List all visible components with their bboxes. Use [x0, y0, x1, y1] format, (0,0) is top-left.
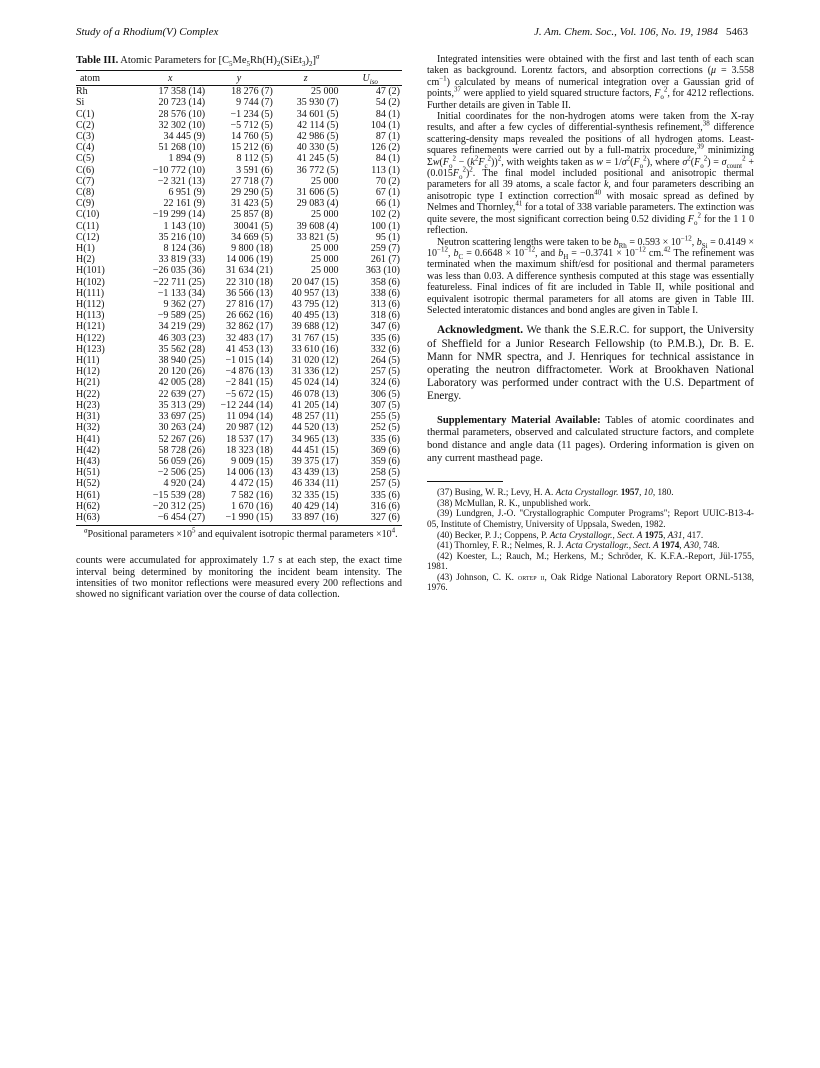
- table-body: [76, 86, 402, 526]
- table-row: [76, 153, 402, 164]
- cell-atom: H(12): [76, 366, 100, 378]
- cell-z: 29 083 (4): [296, 198, 339, 210]
- cell-z: 33 821 (5): [296, 231, 339, 243]
- cell-x: 52 267 (26): [158, 433, 206, 445]
- cell-z: 39 688 (12): [291, 321, 339, 333]
- cell-uiso: 324 (6): [370, 377, 400, 389]
- cell-uiso: 257 (5): [370, 366, 400, 378]
- cell-z: 46 334 (11): [292, 478, 339, 490]
- cell-uiso: 95 (1): [375, 231, 400, 243]
- acknowledgment: [427, 324, 754, 403]
- table-row: [76, 355, 402, 366]
- cell-y: −4 876 (13): [225, 366, 273, 378]
- cell-uiso: 66 (1): [375, 198, 400, 210]
- cell-z: 25 000: [310, 254, 339, 266]
- supplementary-material: [427, 415, 754, 465]
- cell-y: 22 310 (18): [226, 276, 273, 288]
- cell-z: 40 495 (13): [291, 310, 339, 322]
- cell-y: −1 015 (14): [225, 355, 273, 367]
- table-row: [76, 501, 402, 512]
- cell-z: 20 047 (15): [291, 276, 339, 288]
- cell-uiso: 255 (5): [370, 411, 400, 423]
- cell-x: 20 120 (26): [158, 366, 206, 378]
- table-row: [76, 333, 402, 344]
- cell-uiso: 335 (6): [370, 332, 400, 344]
- cell-y: 29 290 (5): [231, 187, 273, 199]
- cell-uiso: 259 (7): [370, 243, 400, 255]
- cell-x: 51 268 (10): [158, 142, 206, 154]
- cell-y: 32 862 (17): [226, 321, 273, 333]
- cell-x: 34 219 (29): [158, 321, 206, 333]
- cell-atom: C(1): [76, 108, 95, 120]
- page-number: 5463: [726, 26, 748, 38]
- cell-z: 35 930 (7): [296, 97, 339, 109]
- cell-y: 7 582 (16): [231, 489, 273, 501]
- cell-atom: H(123): [76, 343, 105, 355]
- cell-x: −19 299 (14): [152, 209, 206, 221]
- cell-atom: H(22): [76, 388, 100, 400]
- cell-uiso: 318 (6): [370, 310, 400, 322]
- cell-uiso: 257 (5): [370, 478, 400, 490]
- cell-atom: H(122): [76, 332, 105, 344]
- cell-z: 44 451 (15): [291, 444, 339, 456]
- cell-atom: H(63): [76, 512, 135, 526]
- cell-x: 1 894 (9): [168, 153, 206, 165]
- cell-uiso: 335 (6): [370, 489, 400, 501]
- cell-atom: C(6): [76, 164, 95, 176]
- cell-uiso: 338 (6): [370, 287, 400, 299]
- cell-x: −15 539 (28): [152, 489, 206, 501]
- table-row: [76, 344, 402, 355]
- supplementary-heading: Supplementary Material Available:: [437, 414, 601, 426]
- table-row: [76, 120, 402, 131]
- table-row: [76, 198, 402, 209]
- cell-atom: H(121): [76, 321, 105, 333]
- cell-x: 4 920 (24): [163, 478, 206, 490]
- table-row: [76, 389, 402, 400]
- journal-citation: [534, 26, 748, 38]
- reference-43: (43) Johnson, C. K. ortep ii, Oak Ridge National Laboratory Report ORNL-5138, 1976.: [427, 571, 754, 593]
- cell-z: 31 336 (12): [291, 366, 339, 378]
- cell-z: 25 000: [310, 175, 339, 187]
- col-header-uiso: $U_{iso}$: [338, 71, 402, 86]
- cell-z: 34 601 (5): [296, 108, 339, 120]
- cell-x: 34 445 (9): [163, 131, 206, 143]
- cell-atom: H(52): [76, 478, 100, 490]
- cell-y: 41 453 (13): [226, 343, 273, 355]
- cell-y: 25 857 (8): [231, 209, 273, 221]
- cell-x: 1 143 (10): [163, 220, 206, 232]
- cell-atom: Rh: [76, 86, 88, 98]
- table-row: [76, 209, 402, 220]
- cell-atom: H(101): [76, 265, 105, 277]
- table-row: [76, 456, 402, 467]
- cell-uiso: 358 (6): [370, 276, 400, 288]
- cell-uiso: 347 (6): [370, 321, 400, 333]
- table-row: [76, 422, 402, 433]
- cell-y: 27 718 (7): [231, 175, 273, 187]
- cell-atom: C(4): [76, 142, 95, 154]
- cell-uiso: 47 (2): [375, 86, 400, 98]
- table-row: [76, 232, 402, 243]
- table-row: [76, 109, 402, 120]
- table-row: [76, 221, 402, 232]
- table-row: [76, 86, 402, 98]
- cell-atom: H(23): [76, 399, 100, 411]
- cell-atom: H(51): [76, 467, 100, 479]
- cell-x: −2 506 (25): [157, 467, 206, 479]
- cell-atom: C(5): [76, 153, 95, 165]
- cell-y: 18 537 (17): [226, 433, 273, 445]
- cell-x: 20 723 (14): [158, 97, 206, 109]
- cell-x: −2 321 (13): [157, 175, 206, 187]
- cell-x: 9 362 (27): [163, 299, 206, 311]
- cell-z: 42 114 (5): [297, 119, 339, 131]
- cell-y: −5 672 (15): [225, 388, 273, 400]
- cell-x: 22 161 (9): [163, 198, 206, 210]
- cell-uiso: 104 (1): [370, 119, 400, 131]
- cell-y: 30041 (5): [233, 220, 273, 232]
- table-row: [76, 445, 402, 456]
- cell-atom: H(31): [76, 411, 100, 423]
- cell-uiso: 113 (1): [371, 164, 400, 176]
- acknowledgment-body: We thank the S.E.R.C. for support, the University of Sheffield for a Junior Research Fellowship (to P.M.B.), Dr. B. E. Mann for NMR spectra, and J. Henriques for technical assistance in operating the neutron diffractometer. Work at Brookhaven National Laboratory was performed under contract with the U.S. Department of Energy.: [427, 324, 754, 403]
- col-header-z: z: [273, 71, 339, 86]
- cell-uiso: 70 (2): [375, 175, 400, 187]
- cell-atom: H(1): [76, 243, 95, 255]
- cell-y: 20 987 (12): [226, 422, 273, 434]
- table-row: [76, 142, 402, 153]
- cell-uiso: 100 (1): [370, 220, 400, 232]
- cell-atom: C(10): [76, 209, 100, 221]
- cell-y: 1 670 (16): [231, 500, 273, 512]
- acknowledgment-heading: Acknowledgment.: [437, 324, 524, 337]
- cell-x: 58 728 (26): [158, 444, 206, 456]
- cell-z: 25 000: [310, 243, 339, 255]
- cell-z: 44 520 (13): [291, 422, 339, 434]
- cell-y: 26 662 (16): [226, 310, 273, 322]
- cell-y: 9 744 (7): [236, 97, 273, 109]
- cell-atom: H(102): [76, 276, 105, 288]
- table-label: Table III.: [76, 55, 119, 66]
- col-header-y: y: [205, 71, 273, 86]
- reference-38: (38) McMullan, R. K., unpublished work.: [437, 497, 591, 508]
- cell-atom: H(43): [76, 455, 100, 467]
- cell-x: 33 697 (25): [158, 411, 206, 423]
- cell-y: 14 006 (19): [226, 254, 273, 266]
- left-column: [76, 54, 402, 601]
- cell-z: 31 606 (5): [296, 187, 339, 199]
- running-title: Study of a Rhodium(V) Complex: [76, 26, 219, 38]
- reference-40: (40) Becker, P. J.; Coppens, P. Acta Crystallogr., Sect. A 1975, A31, 417.: [437, 529, 704, 540]
- cell-z: 33 610 (16): [291, 343, 339, 355]
- table-row: [76, 366, 402, 377]
- cell-x: 28 576 (10): [158, 108, 206, 120]
- cell-z: 31 020 (12): [291, 355, 339, 367]
- cell-uiso: 261 (7): [370, 254, 400, 266]
- cell-uiso: 332 (6): [370, 343, 400, 355]
- cell-z: 41 205 (14): [291, 399, 339, 411]
- cell-x: 32 302 (10): [158, 119, 206, 131]
- table-title: Atomic Parameters for $[C_5Me_5Rh(H)_2(SiEt_3)_2]^a$: [120, 52, 320, 69]
- cell-z: 40 330 (5): [296, 142, 339, 154]
- cell-y: −1 990 (15): [205, 512, 273, 526]
- cell-uiso: 126 (2): [370, 142, 400, 154]
- cell-y: 9 800 (18): [231, 243, 273, 255]
- cell-y: 3 591 (6): [236, 164, 273, 176]
- atomic-parameters-table: [76, 70, 402, 526]
- body-paragraph-refinement: Initial coordinates for the non-hydrogen atoms were taken from the X-ray results, and after a few cycles of differential-synthesis refinement,$^{38}$ difference scattering-density maps revealed the positions of all hydrogen atoms. Least-squares refinements were carried out by a full-matrix procedure,$^{39}$ minimizing $\Sigma w(F_o^2 - (k^2F_c^2))^2$, with weights taken as $w = 1/\sigma^2(F_o^2)$, where $\sigma^2(F_o^2) = \sigma_{count}^2 + (0.015F_o^2)^2$. The final model included positional and anisotropic thermal parameters for all 39 atoms, a scale factor k, and four parameters describing an anisotropic type I extinction correction$^{40}$ with mosaic spread as defined by Nelmes and Thornley,$^{41}$ for a total of 338 variable parameters. The extinction was quite severe, the most significant correction being 0.52 dividing $F_o^2$ for the 1 1 0 reflection.: [427, 111, 755, 237]
- cell-y: 32 483 (17): [226, 332, 273, 344]
- cell-uiso: 258 (5): [370, 467, 400, 479]
- cell-z: 45 024 (14): [291, 377, 339, 389]
- cell-uiso: 307 (5): [370, 399, 400, 411]
- cell-atom: C(2): [76, 119, 95, 131]
- cell-z: 40 429 (14): [291, 500, 339, 512]
- running-header: [76, 26, 748, 42]
- cell-z: 43 795 (12): [291, 299, 339, 311]
- journal-name: J. Am. Chem. Soc., Vol. 106, No. 19, 1984: [533, 26, 718, 38]
- table-footnote: $^a$Positional parameters $\times 10^5$ and equivalent isotropic thermal parameters $\times 10^4$.: [84, 526, 398, 541]
- body-paragraph-scattering-lengths: Neutron scattering lengths were taken to be $b_{Rh} = 0.593 \times 10^{-12}$, $b_{Si} = 0.4149 \times 10^{-12}$, $b_C = 0.6648 \times 10^{-12}$, and $b_H = -0.3741 \times 10^{-12}$ cm.$^{42}$ The refinement was terminated when the maximum shift/esd for positional and thermal parameters was less than 0.03. A difference synthesis computed at this stage was essentially featureless. Final indices of fit are included in Table II, while positional and equivalent isotropic thermal parameters for all atoms are given in Table III. Selected interatomic distances and bond angles are given in Table I.: [427, 234, 755, 316]
- table-row: [76, 243, 402, 254]
- cell-y: 11 094 (14): [226, 411, 273, 423]
- table-row: [76, 434, 402, 445]
- cell-atom: H(112): [76, 299, 105, 311]
- cell-uiso: 252 (5): [370, 422, 400, 434]
- cell-atom: H(11): [76, 355, 100, 367]
- cell-y: 18 323 (18): [226, 444, 273, 456]
- cell-uiso: 264 (5): [370, 355, 400, 367]
- cell-z: 25 000: [310, 265, 339, 277]
- cell-x: −1 133 (34): [157, 287, 206, 299]
- table-row: [76, 187, 402, 198]
- cell-z: 43 439 (13): [291, 467, 339, 479]
- cell-z: 34 965 (13): [291, 433, 339, 445]
- table-row: [76, 411, 402, 422]
- cell-z: 32 335 (15): [291, 489, 339, 501]
- cell-x: −6 454 (27): [135, 512, 205, 526]
- cell-atom: H(41): [76, 433, 100, 445]
- table-row: [76, 277, 402, 288]
- col-header-atom: atom: [76, 71, 135, 86]
- cell-z: 36 772 (5): [296, 164, 339, 176]
- cell-z: 31 767 (15): [291, 332, 339, 344]
- cell-y: 34 669 (5): [231, 231, 273, 243]
- cell-y: −2 841 (15): [225, 377, 273, 389]
- cell-x: 42 005 (28): [158, 377, 206, 389]
- cell-atom: H(42): [76, 444, 100, 456]
- table-row: [76, 97, 402, 108]
- cell-x: −26 035 (36): [152, 265, 206, 277]
- cell-atom: C(7): [76, 175, 95, 187]
- cell-x: −9 589 (25): [157, 310, 206, 322]
- cell-z: 42 986 (5): [296, 131, 339, 143]
- cell-x: 33 819 (33): [158, 254, 206, 266]
- cell-atom: H(113): [76, 310, 105, 322]
- cell-atom: C(9): [76, 198, 95, 210]
- cell-uiso: 359 (6): [370, 455, 400, 467]
- left-body-paragraph: counts were accumulated for approximately 1.7 s at each step, the exact time interval being determined by monitoring the incident beam intensity. The intensities of two monitor reflections were measured every 200 reflections and showed no significant variation over the course of data collection.: [76, 555, 402, 601]
- body-paragraph-intensities: Integrated intensities were obtained with the first and last tenth of each scan taken as background. Lorentz factors, and absorption corrections (μ = 3.558 $cm^{-1}$) calculated by means of numerical integration over a Gaussian grid of points,$^{37}$ were applied to yield squared structure factors, $F_o^2$, for 4212 reflections. Further details are given in Table II.: [427, 54, 755, 111]
- references-divider: [427, 481, 503, 482]
- references-list: [427, 487, 754, 593]
- cell-atom: H(2): [76, 254, 95, 266]
- cell-x: 56 059 (26): [158, 455, 206, 467]
- cell-z: 33 897 (16): [273, 512, 339, 526]
- table-row: [76, 165, 402, 176]
- cell-uiso: 363 (10): [365, 265, 400, 277]
- cell-z: 41 245 (5): [296, 153, 339, 165]
- cell-atom: C(12): [76, 231, 100, 243]
- cell-y: 27 816 (17): [226, 299, 273, 311]
- reference-39: (39) Lundgren, J.-O. "Crystallographic Computer Programs"; Report UUIC-B13-4-05, Institute of Chemistry, University of Uppsala, Sweden, 1982.: [427, 508, 754, 529]
- cell-uiso: 369 (6): [370, 444, 400, 456]
- table-caption: [76, 54, 402, 67]
- cell-z: 46 078 (13): [291, 388, 339, 400]
- table-row: [76, 400, 402, 411]
- reference-41: (41) Thornley, F. R.; Nelmes, R. J. Acta Crystallogr., Sect. A 1974, A30, 748.: [437, 540, 720, 551]
- table-row: [76, 288, 402, 299]
- cell-atom: C(8): [76, 187, 95, 199]
- reference-42: (42) Koester, L.; Rauch, M.; Herkens, M.; Schröder, K. K.F.A.-Report, Jül-1755, 1981.: [427, 550, 754, 572]
- cell-atom: H(62): [76, 500, 100, 512]
- cell-atom: Si: [76, 97, 85, 109]
- cell-y: 31 634 (21): [226, 265, 273, 277]
- cell-y: 18 276 (7): [231, 86, 273, 98]
- cell-z: 39 375 (17): [291, 455, 339, 467]
- cell-atom: H(32): [76, 422, 100, 434]
- cell-x: 38 940 (25): [158, 355, 206, 367]
- reference-37: (37) Busing, W. R.; Levy, H. A. Acta Crystallogr. 1957, 10, 180.: [437, 487, 674, 498]
- table-row: [76, 131, 402, 142]
- cell-atom: H(61): [76, 489, 100, 501]
- cell-y: 36 566 (13): [226, 287, 273, 299]
- cell-x: −20 312 (25): [152, 500, 206, 512]
- table-row: [76, 321, 402, 332]
- right-column: [427, 54, 754, 593]
- cell-x: 8 124 (36): [163, 243, 206, 255]
- supplementary-body: Tables of atomic coordinates and thermal parameters, observed and calculated structure factors, and complete bond distance and angle data (11 pages). Ordering information is given on any current masthead page.: [427, 414, 754, 464]
- table-header-row: [76, 71, 402, 86]
- cell-uiso: 54 (2): [375, 97, 400, 109]
- cell-y: 9 009 (15): [231, 455, 273, 467]
- cell-x: 35 562 (28): [158, 343, 206, 355]
- cell-x: 35 216 (10): [158, 231, 206, 243]
- cell-y: −1 234 (5): [230, 108, 273, 120]
- cell-y: 8 112 (5): [236, 153, 273, 165]
- cell-x: 6 951 (9): [168, 187, 206, 199]
- cell-z: 25 000: [310, 86, 339, 98]
- table-row: [76, 265, 402, 276]
- cell-y: 15 212 (6): [231, 142, 273, 154]
- table-row: [76, 299, 402, 310]
- table-row: [76, 467, 402, 478]
- cell-z: 40 957 (13): [291, 287, 339, 299]
- cell-y: −12 244 (14): [220, 399, 273, 411]
- cell-atom: C(3): [76, 131, 95, 143]
- cell-y: 4 472 (15): [231, 478, 273, 490]
- cell-uiso: 316 (6): [370, 500, 400, 512]
- cell-y: 31 423 (5): [231, 198, 273, 210]
- cell-x: −22 711 (25): [153, 276, 206, 288]
- cell-uiso: 84 (1): [375, 153, 400, 165]
- col-header-x: x: [135, 71, 205, 86]
- cell-x: 17 358 (14): [158, 86, 206, 98]
- cell-y: −5 712 (5): [230, 119, 273, 131]
- cell-z: 48 257 (11): [292, 411, 339, 423]
- cell-z: 39 608 (4): [296, 220, 339, 232]
- table-row: [76, 377, 402, 388]
- cell-atom: H(21): [76, 377, 100, 389]
- table-row: [76, 176, 402, 187]
- cell-x: 30 263 (24): [158, 422, 206, 434]
- table-row: [76, 512, 402, 526]
- cell-uiso: 67 (1): [375, 187, 400, 199]
- cell-x: −10 772 (10): [152, 164, 206, 176]
- cell-atom: H(111): [76, 287, 105, 299]
- cell-x: 46 303 (23): [158, 332, 206, 344]
- cell-atom: C(11): [76, 220, 99, 232]
- table-row: [76, 490, 402, 501]
- cell-x: 35 313 (29): [158, 399, 206, 411]
- table-row: [76, 310, 402, 321]
- cell-uiso: 327 (6): [338, 512, 402, 526]
- table-row: [76, 254, 402, 265]
- cell-uiso: 335 (6): [370, 433, 400, 445]
- cell-uiso: 313 (6): [370, 299, 400, 311]
- cell-uiso: 102 (2): [370, 209, 400, 221]
- cell-uiso: 306 (5): [370, 388, 400, 400]
- cell-y: 14 006 (13): [226, 467, 273, 479]
- cell-uiso: 84 (1): [375, 108, 400, 120]
- cell-z: 25 000: [310, 209, 339, 221]
- table-row: [76, 478, 402, 489]
- cell-y: 14 760 (5): [231, 131, 273, 143]
- cell-uiso: 87 (1): [375, 131, 400, 143]
- cell-x: 22 639 (27): [158, 388, 206, 400]
